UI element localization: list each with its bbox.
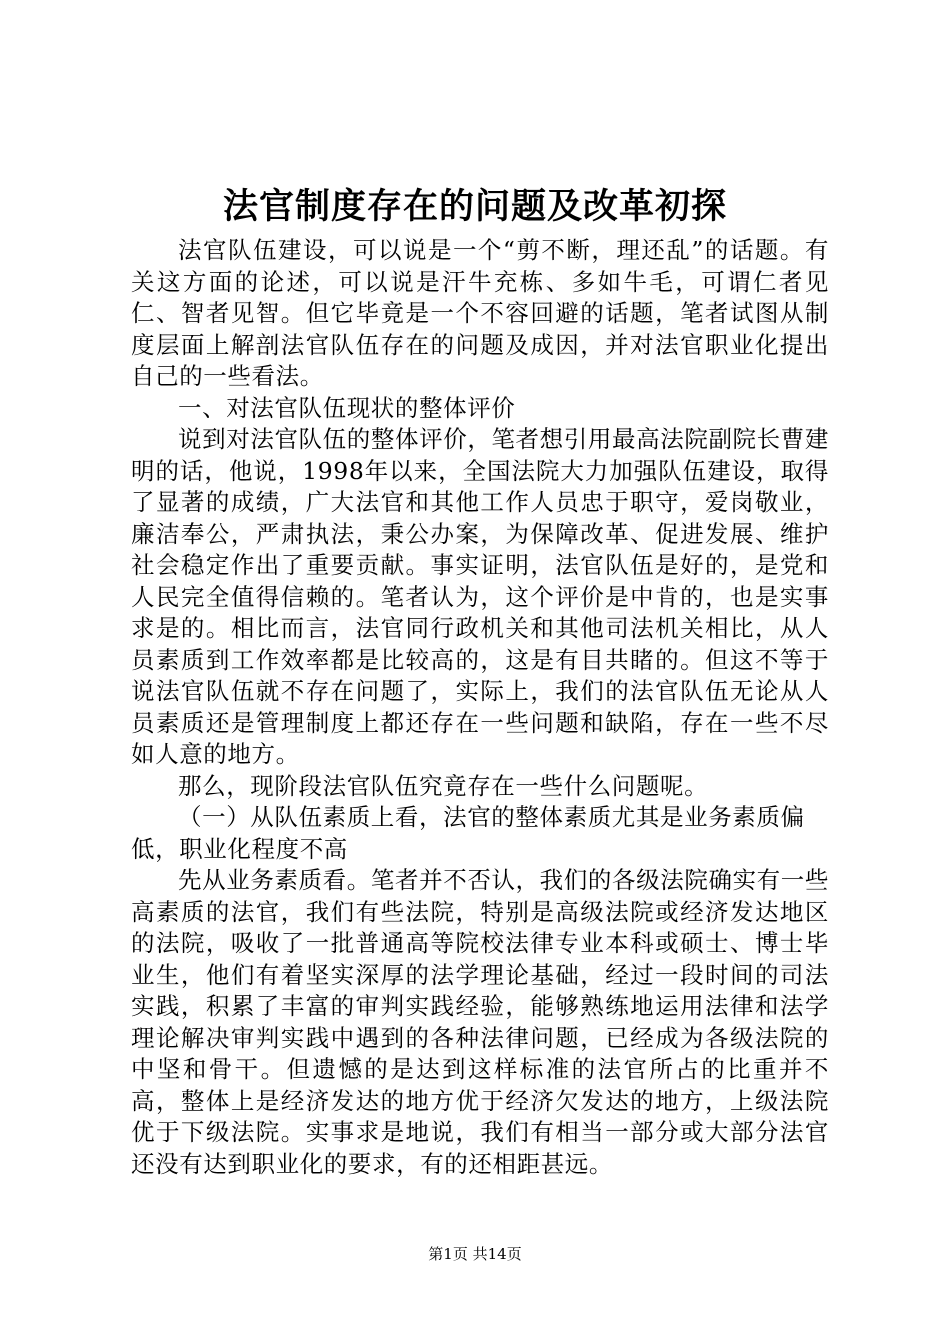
document-title: 法官制度存在的问题及改革初探 [222, 186, 727, 227]
subsection-heading-1: （一）从队伍素质上看，法官的整体素质尤其是业务素质偏低，职业化程度不高 [131, 803, 805, 863]
section-heading-1: 一、对法官队伍现状的整体评价 [178, 393, 516, 422]
paragraph-intro: 法官队伍建设，可以说是一个“剪不断，理还乱”的话题。有关这方面的论述，可以说是汗牛充栋、多如牛毛，可谓仁者见仁、智者见智。但它毕竟是一个不容回避的话题，笔者试图从制度层面上解剖法官队伍存在的问题及成因，并对法官职业化提出自己的一些看法。 [131, 236, 829, 390]
document-body [131, 235, 829, 1180]
paragraph-evaluation: 说到对法官队伍的整体评价，笔者想引用最高法院副院长曹建明的话，他说，1998年以来，全国法院大力加强队伍建设，取得了显著的成绩，广大法官和其他工作人员忠于职守，爱岗敬业，廉洁奉公，严肃执法，秉公办案，为保障改革、促进发展、维护社会稳定作出了重要贡献。事实证明，法官队伍是好的，是党和人民完全值得信赖的。笔者认为，这个评价是中肯的，也是实事求是的。相比而言，法官同行政机关和其他司法机关相比，从人员素质到工作效率都是比较高的，这是有目共睹的。但这不等于说法官队伍就不存在问题了，实际上，我们的法官队伍无论从人员素质还是管理制度上都还存在一些问题和缺陷，存在一些不尽如人意的地方。 [131, 425, 829, 768]
paragraph-professional-quality: 先从业务素质看。笔者并不否认，我们的各级法院确实有一些高素质的法官，我们有些法院，特别是高级法院或经济发达地区的法院，吸收了一批普通高等院校法律专业本科或硕士、博士毕业生，他们有着坚实深厚的法学理论基础，经过一段时间的司法实践，积累了丰富的审判实践经验，能够熟练地运用法律和法学理论解决审判实践中遇到的各种法律问题，已经成为各级法院的中坚和骨干。但遗憾的是达到这样标准的法官所占的比重并不高，整体上是经济发达的地方优于经济欠发达的地方，上级法院优于下级法院。实事求是地说，我们有相当一部分或大部分法官还没有达到职业化的要求，有的还相距甚远。 [131, 866, 829, 1178]
page-footer: 第1页 共14页 [428, 1245, 522, 1263]
paragraph-question: 那么，现阶段法官队伍究竟存在一些什么问题呢。 [178, 771, 709, 800]
